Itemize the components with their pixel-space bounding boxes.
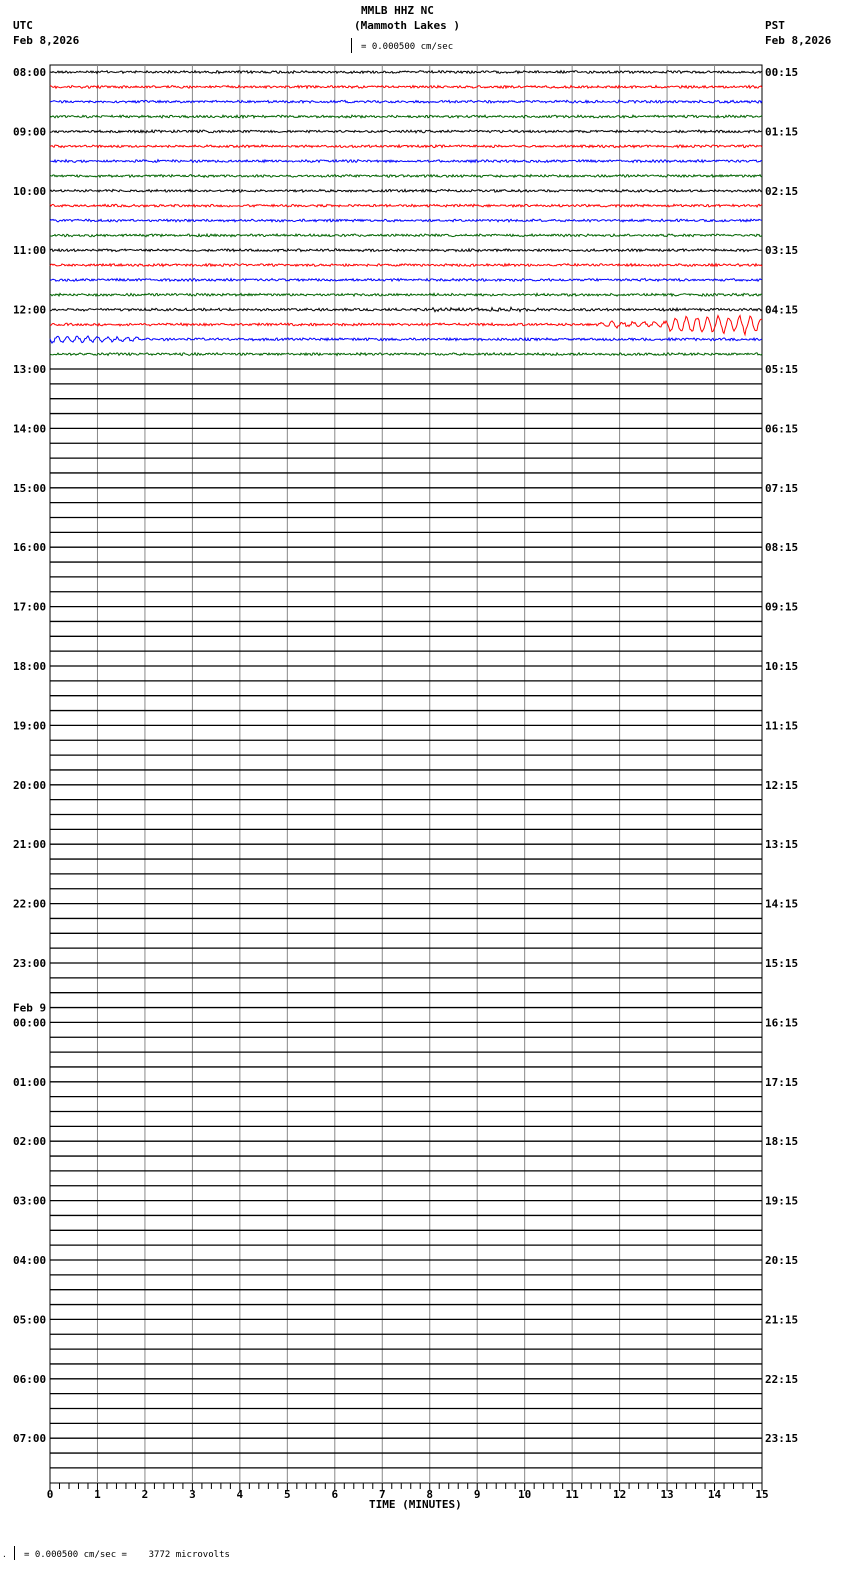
pst-hour-label: 11:15 [765, 719, 799, 733]
pst-hour-label: 00:15 [765, 66, 799, 79]
pst-hour-label: 19:15 [765, 1194, 799, 1208]
utc-hour-label: 18:00 [13, 660, 47, 673]
pst-hour-label: 04:15 [765, 303, 799, 317]
utc-hour-label: 09:00 [13, 125, 47, 139]
seismic-trace [50, 100, 762, 103]
footer-scale-bar-icon [14, 1546, 15, 1560]
x-tick-label: 1 [94, 1488, 101, 1501]
x-tick-label: 12 [612, 1488, 627, 1501]
utc-hour-label: 20:00 [13, 778, 47, 792]
seismic-trace [50, 175, 762, 178]
pst-hour-label: 22:15 [765, 1372, 799, 1386]
seismic-trace [50, 71, 762, 74]
pst-hour-label: 09:15 [765, 600, 799, 614]
seismic-trace [50, 279, 762, 282]
seismic-trace [50, 160, 762, 163]
utc-hour-label: 22:00 [13, 897, 47, 911]
utc-hour-label: 14:00 [13, 422, 47, 436]
pst-hour-label: 10:15 [765, 660, 799, 673]
seismic-trace [50, 130, 762, 133]
utc-label: UTC [13, 19, 33, 32]
x-tick-label: 4 [236, 1488, 244, 1501]
seismic-trace [50, 189, 762, 192]
pst-hour-label: 14:15 [765, 897, 799, 911]
pst-hour-label: 05:15 [765, 363, 799, 376]
utc-hour-label: 01:00 [13, 1075, 47, 1089]
utc-hour-label: 06:00 [13, 1372, 47, 1386]
utc-hour-label: 07:00 [13, 1432, 47, 1446]
x-tick-label: 2 [141, 1488, 149, 1501]
seismic-trace [50, 307, 762, 311]
pst-hour-label: 07:15 [765, 481, 799, 495]
x-axis-label: TIME (MINUTES) [369, 1498, 462, 1511]
seismic-trace [50, 316, 762, 335]
pst-date: Feb 8,2026 [765, 34, 832, 47]
footer-scale-note: = 0.000500 cm/sec = 3772 microvolts [24, 1550, 230, 1560]
seismic-trace [50, 293, 762, 296]
pst-hour-label: 02:15 [765, 184, 799, 198]
utc-hour-label: 23:00 [13, 957, 47, 970]
pst-hour-label: 03:15 [765, 244, 799, 258]
scale-text: = 0.000500 cm/sec [361, 42, 454, 52]
pst-hour-label: 20:15 [765, 1254, 799, 1267]
plot-frame [50, 65, 762, 1483]
utc-date: Feb 8,2026 [13, 34, 80, 47]
seismic-trace [50, 234, 762, 237]
pst-label: PST [765, 19, 785, 32]
pst-hour-label: 16:15 [765, 1016, 799, 1030]
utc-hour-label: 19:00 [13, 719, 47, 733]
seismic-trace [50, 204, 762, 207]
pst-hour-label: 12:15 [765, 778, 799, 792]
utc-hour-label: 21:00 [13, 838, 47, 852]
x-tick-label: 13 [660, 1488, 674, 1501]
x-tick-label: 8 [426, 1488, 434, 1501]
utc-hour-label: 00:00 [13, 1016, 47, 1030]
x-tick-label: 3 [189, 1488, 196, 1501]
pst-hour-label: 23:15 [765, 1432, 799, 1446]
x-tick-label: 0 [46, 1488, 54, 1501]
seismic-trace [50, 353, 762, 356]
utc-hour-label: 05:00 [13, 1313, 47, 1327]
x-tick-label: 9 [473, 1488, 481, 1501]
pst-hour-label: 17:15 [765, 1075, 799, 1089]
x-tick-label: 14 [707, 1488, 722, 1501]
seismic-trace [50, 336, 762, 343]
pst-hour-label: 08:15 [765, 541, 799, 555]
utc-hour-label: 08:00 [13, 66, 47, 79]
location-title: (Mammoth Lakes ) [354, 19, 460, 32]
footer-marker: . [2, 1550, 7, 1559]
utc-hour-label: 04:00 [13, 1254, 47, 1267]
utc-hour-label: 16:00 [13, 541, 47, 555]
pst-hour-label: 15:15 [765, 957, 799, 970]
x-tick-label: 6 [331, 1488, 339, 1501]
seismic-trace [50, 264, 762, 267]
utc-hour-label: 03:00 [13, 1194, 47, 1208]
station-title: MMLB HHZ NC [361, 4, 434, 17]
x-tick-label: 7 [378, 1488, 386, 1501]
seismic-trace [50, 249, 762, 252]
seismic-trace [50, 86, 762, 89]
seismic-trace [50, 219, 762, 222]
pst-hour-label: 13:15 [765, 838, 799, 852]
x-tick-label: 15 [755, 1488, 769, 1501]
date-change-label: Feb 9 [13, 1001, 47, 1015]
seismic-trace [50, 145, 762, 148]
utc-hour-label: 10:00 [13, 184, 47, 198]
pst-hour-label: 06:15 [765, 422, 799, 436]
seismic-trace [50, 115, 762, 118]
utc-hour-label: 15:00 [13, 481, 47, 495]
utc-hour-label: 11:00 [13, 244, 47, 258]
utc-hour-label: 13:00 [13, 363, 47, 376]
x-tick-label: 10 [518, 1488, 532, 1501]
pst-hour-label: 01:15 [765, 125, 799, 139]
pst-hour-label: 18:15 [765, 1135, 799, 1149]
utc-hour-label: 17:00 [13, 600, 47, 614]
pst-hour-label: 21:15 [765, 1313, 799, 1327]
x-tick-label: 11 [565, 1488, 579, 1501]
x-tick-label: 5 [284, 1488, 291, 1501]
utc-hour-label: 12:00 [13, 303, 47, 317]
utc-hour-label: 02:00 [13, 1135, 47, 1149]
